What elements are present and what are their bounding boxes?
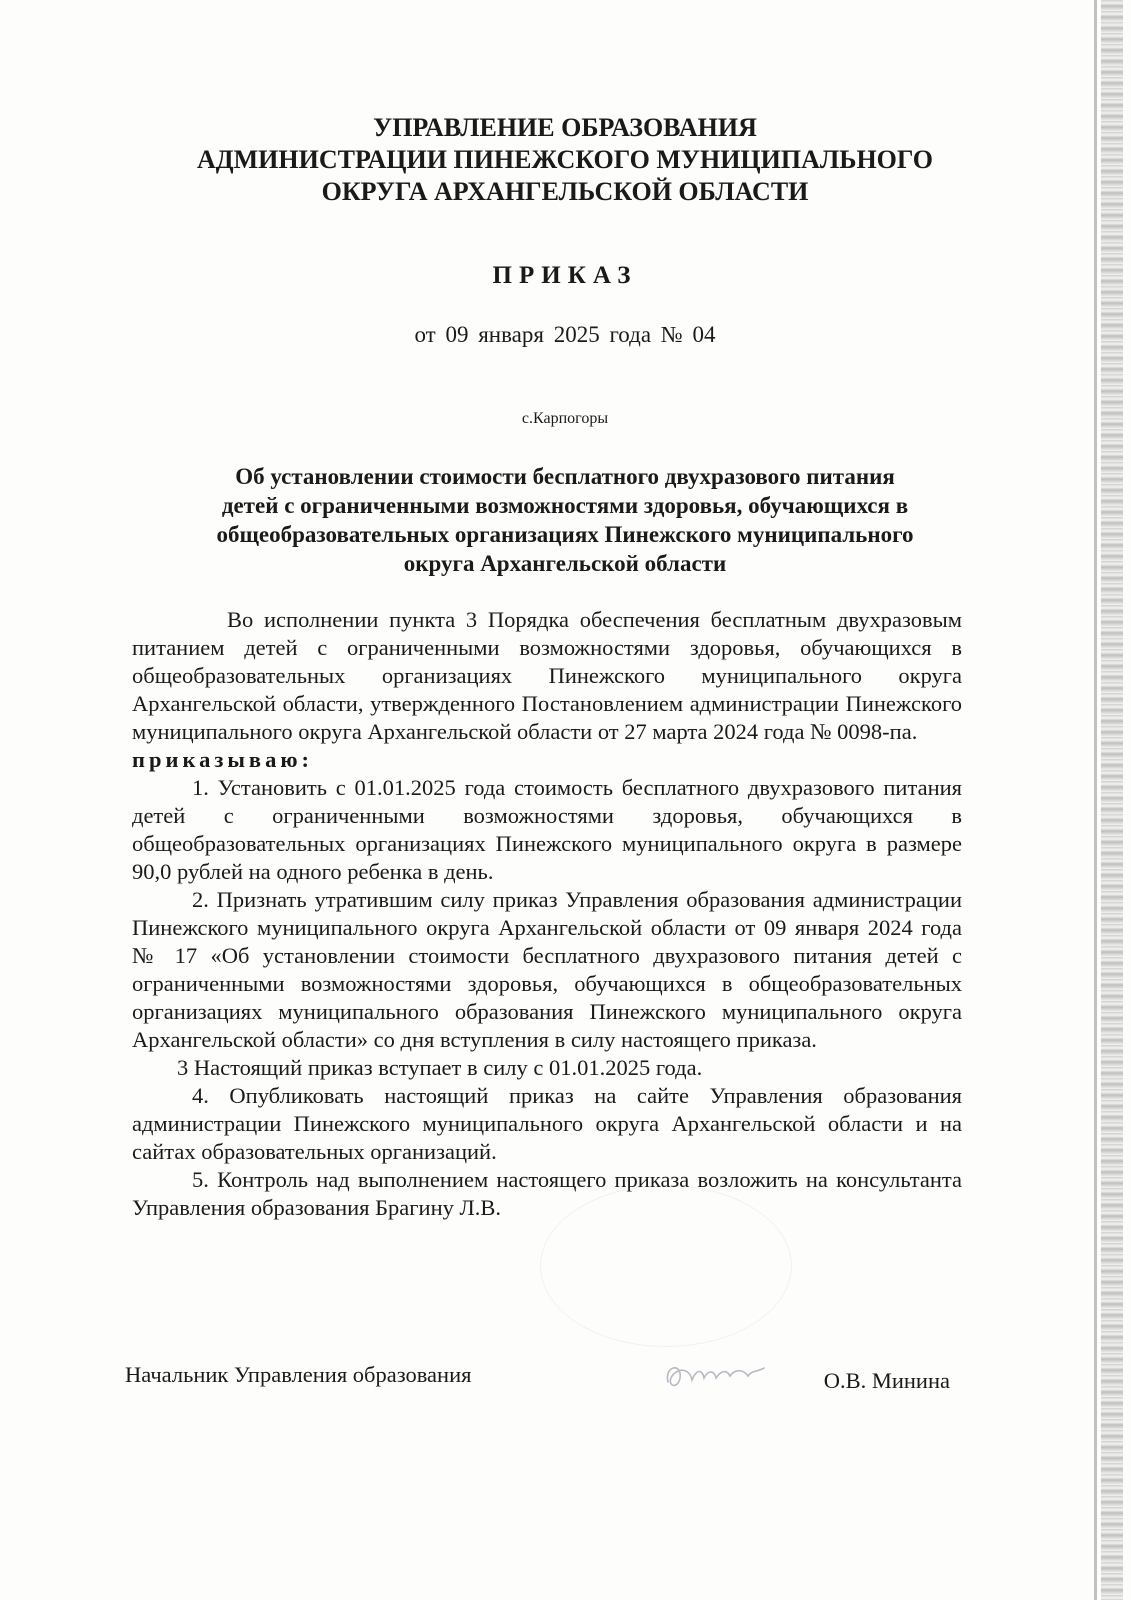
- header-line-3: ОКРУГА АРХАНГЕЛЬСКОЙ ОБЛАСТИ: [321, 177, 809, 206]
- order-item-3: 3 Настоящий приказ вступает в силу с 01.01.2025 года.: [177, 1055, 703, 1080]
- order-item-5: 5. Контроль над выполнением настоящего приказа возложить на консультанта Управления образования Брагину Л.В.: [132, 1167, 962, 1220]
- order-item-2: 2. Признать утратившим силу приказ Управления образования администрации Пинежского муниципального округа Архангельской области от 09 января 2024 года № 17 «Об установлении стоимости бесплатного двухразового питания детей с ограниченными возможностями здоровья, обучающихся в общеобразовательных организациях муниципального образования Пинежского муниципального округа Архангельской области» со дня вступления в силу настоящего приказа.: [132, 887, 962, 1052]
- header-line-2: АДМИНИСТРАЦИИ ПИНЕЖСКОГО МУНИЦИПАЛЬНОГО: [196, 145, 934, 174]
- document-title: ПРИКАЗ: [492, 262, 638, 289]
- document-subject: [150, 462, 980, 578]
- scan-edge-artifact: [1101, 0, 1123, 1600]
- scan-edge-line: [1094, 0, 1097, 1600]
- subject-line-4: округа Архангельской области: [403, 551, 727, 576]
- subject-line-1: Об установлении стоимости бесплатного двухразового питания: [235, 464, 895, 489]
- subject-line-3: общеобразовательных организациях Пинежского муниципального: [216, 522, 914, 547]
- document-place: с.Карпогоры: [521, 410, 609, 427]
- subject-line-2: детей с ограниченными возможностями здоровья, обучающихся в: [221, 493, 909, 518]
- document-body: [132, 606, 962, 1222]
- handwritten-signature: [660, 1356, 770, 1396]
- header-line-1: УПРАВЛЕНИЕ ОБРАЗОВАНИЯ: [373, 113, 757, 142]
- signatory-position: Начальник Управления образования: [125, 1362, 472, 1387]
- faint-stamp-mark: [540, 1185, 792, 1347]
- document-date-number: от 09 января 2025 года № 04: [414, 322, 716, 347]
- preamble-paragraph: Во исполнении пункта 3 Порядка обеспечения бесплатным двухразовым питанием детей с ограниченными возможностями здоровья, обучающихся в общеобразовательных организациях Пинежского муниципального округа Архангельской области, утвержденного Постановлением администрации Пинежского муниципального округа Архангельской области от 27 марта 2024 года № 0098-па.: [132, 607, 962, 744]
- signatory-name: О.В. Минина: [823, 1368, 950, 1393]
- order-item-1: 1. Установить с 01.01.2025 года стоимость бесплатного двухразового питания детей с ограниченными возможностями здоровья, обучающихся в общеобразовательных организациях Пинежского муниципального округа в размере 90,0 рублей на одного ребенка в день.: [132, 775, 962, 884]
- order-item-4: 4. Опубликовать настоящий приказ на сайте Управления образования администрации Пинежского муниципального округа Архангельской области и на сайтах образовательных организаций.: [132, 1083, 962, 1164]
- organization-header: [150, 112, 980, 208]
- order-word: приказываю:: [132, 747, 314, 772]
